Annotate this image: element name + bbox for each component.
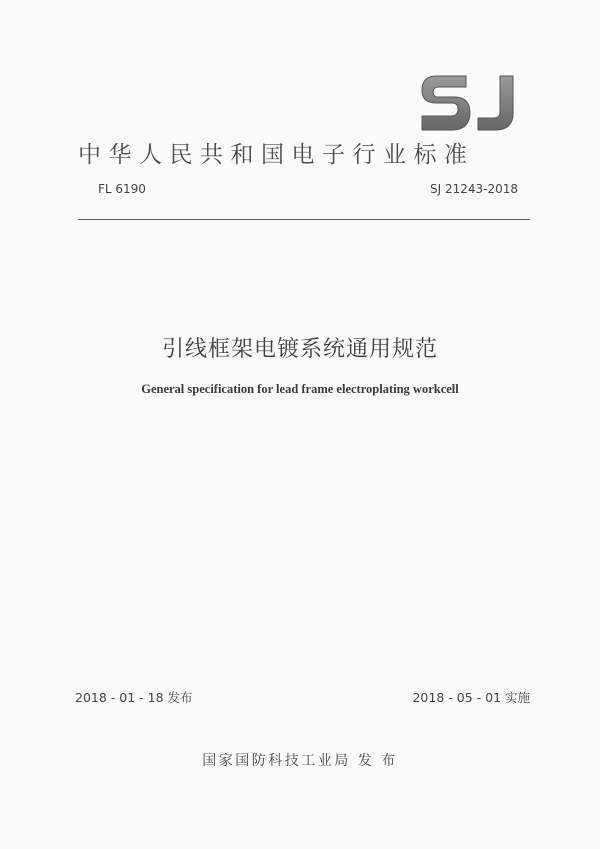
document-title-english: General specification for lead frame electroplating workcell	[141, 382, 459, 396]
publisher: 国家国防科技工业局 发 布	[202, 753, 398, 769]
standard-category-title: 中华人民共和国电子行业标准	[78, 142, 475, 168]
classification-code: FL 6190	[98, 182, 146, 196]
issue-date: 2018 - 01 - 18 发布	[75, 690, 193, 705]
document-title-chinese: 引线框架电镀系统通用规范	[161, 337, 438, 362]
implementation-date: 2018 - 05 - 01 实施	[412, 690, 530, 705]
header-divider	[78, 219, 530, 220]
sj-logo	[418, 72, 518, 134]
standard-number: SJ 21243-2018	[429, 182, 518, 196]
sj-logo-graphic	[418, 72, 518, 134]
